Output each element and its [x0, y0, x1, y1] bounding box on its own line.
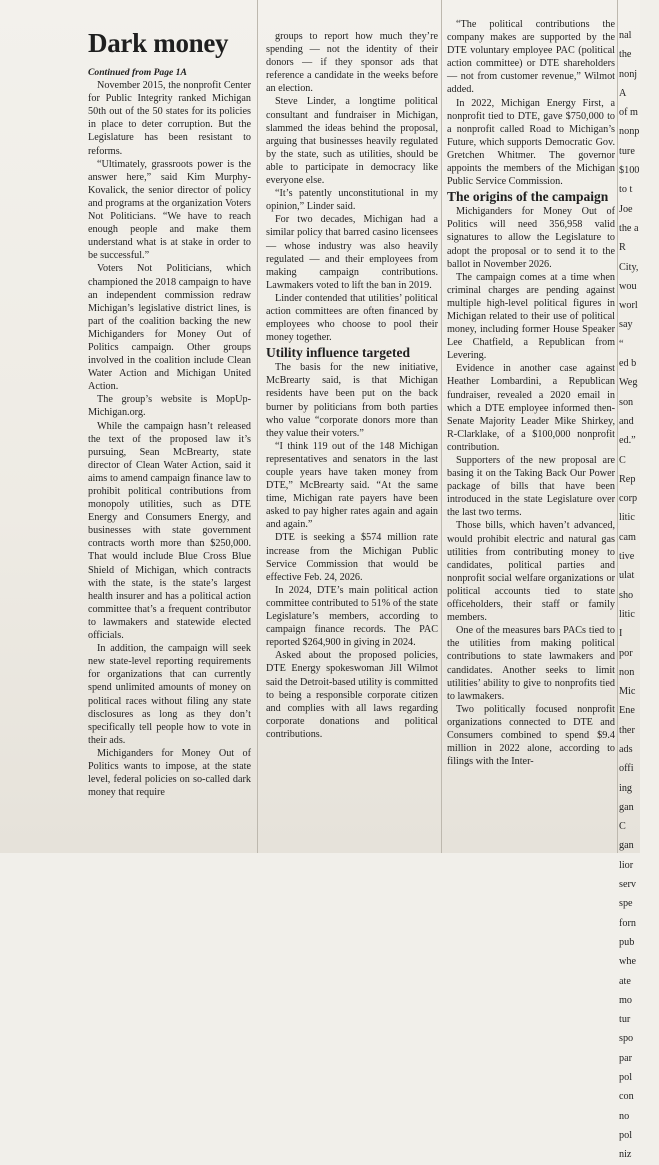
paragraph: serv: [619, 879, 636, 891]
paragraph: I: [619, 628, 623, 640]
paragraph: mo: [619, 994, 633, 1006]
paragraph: pub: [619, 936, 635, 948]
paragraph: “Ultimately, grassroots power is the answer here,” said Kim Murphy-Kovalick, the senior director of policy and programs at the organization Voters Not Politicians. “We have to reach enough people and make them understand what is at stake in order to be successful.”: [88, 158, 251, 262]
paragraph: son: [619, 396, 634, 408]
column-rule: [617, 0, 618, 853]
paragraph: C: [619, 454, 626, 466]
paragraph: gan: [619, 801, 634, 813]
column-1-body: [88, 79, 251, 799]
article-column-2: [266, 30, 438, 853]
paragraph: November 2015, the nonprofit Center for Public Integrity ranked Michigan 50th out of the 50 states for its policies in place to deter corruption. But the Legislature has been resistant to reforms.: [88, 80, 251, 157]
column-4-fragments: [619, 26, 659, 1165]
paragraph: In addition, the campaign will seek new state-level reporting requirements for organizations that can currently spend unlimited amounts of money on political races without filing any state disclosures as long as they don’t specifically tell people how to vote in their ads.: [88, 643, 251, 746]
paragraph: ing: [619, 782, 633, 794]
paragraph: whe: [619, 956, 636, 968]
paragraph: and: [619, 415, 634, 427]
paragraph: of m: [619, 107, 638, 119]
paragraph: Supporters of the new proposal are basing it on the Taking Back Our Power package of bills that have been introduced in the state Legislature over the last two terms.: [447, 455, 615, 519]
paragraph: Those bills, which haven’t advanced, would prohibit electric and natural gas utilities from contributing money to candidates, political parties and nonprofit social welfare organizations or political accounts tied to state officeholders, their staff or family members.: [447, 520, 615, 624]
paragraph: wou: [619, 280, 637, 292]
paragraph: groups to report how much they’re spending — not the identity of their donors — if they sponsor ads that reference a candidate in the weeks before an election.: [266, 31, 438, 95]
paragraph: City,: [619, 261, 639, 273]
paragraph: ulat: [619, 570, 635, 582]
paragraph: Michiganders for Money Out of Politics will need 356,958 valid signatures to allow the Legislature to adopt the proposal or to send it to the ballot in November 2026.: [447, 206, 615, 270]
paragraph: In 2024, DTE’s main political action committee contributed to 51% of the state Legislature’s members, according to campaign finance records. The PAC reported $264,900 in giving in 2024.: [266, 584, 438, 649]
paragraph: cam: [619, 531, 636, 543]
paragraph: DTE is seeking a $574 million rate increase from the Michigan Public Service Commission that would be effective Feb. 24, 2026.: [266, 532, 438, 583]
paragraph: Mic: [619, 686, 636, 698]
paragraph: say: [619, 319, 633, 331]
paragraph: Two politically focused nonprofit organizations connected to DTE and Consumers combined to spend $9.4 million in 2022 alone, according to filings with the Inter-: [447, 703, 615, 768]
jump-line: Continued from Page 1A: [88, 67, 187, 78]
paragraph: Joe: [619, 203, 633, 215]
paragraph: Evidence in another case against Heather Lombardini, a Republican fundraiser, revealed a 2020 email in which a DTE employee informed then-Senate Majority Leader Mike Shirkey, R-Clarklake, of a $100,000 nonprofit contribution.: [447, 363, 615, 453]
paragraph: nonj: [619, 68, 638, 80]
paragraph: Rep: [619, 473, 636, 485]
paragraph: spe: [619, 898, 633, 910]
paragraph: ther: [619, 724, 635, 736]
paragraph: sho: [619, 589, 634, 601]
paragraph: In 2022, Michigan Energy First, a nonprofit tied to DTE, gave $750,000 to a nonprofit called Road to Michigan’s Future, which supports Democratic Gov. Gretchen Whitmer. The governor appoints the members of the Michigan Public Service Commission.: [447, 97, 615, 188]
paragraph: pol: [619, 1129, 633, 1141]
column-3-body: [447, 18, 615, 188]
paragraph: por: [619, 647, 633, 659]
paragraph: A: [619, 87, 627, 99]
paragraph: $100: [619, 165, 640, 177]
paragraph: corp: [619, 493, 638, 505]
paragraph: “I think 119 out of the 148 Michigan representatives and senators in the last couple years have taken money from DTE,” McBrearty said. “At the same time, Michigan rate payers have been asked to pay higher rates again and again and again.”: [266, 440, 438, 531]
column-3-body-b: [447, 205, 615, 768]
paragraph: Voters Not Politicians, which championed the 2018 campaign to have an independent commission redraw Michigan’s legislative district lines, is part of the coalition backing the new Michiganders for Money Out of Politics campaign. Other groups involved in the coalition include Clean Water Action and Michigan United Action.: [88, 263, 251, 393]
paragraph: For two decades, Michigan had a similar policy that barred casino licensees — whose industry was also heavily regulated — and their employees from making campaign contributions. Lawmakers voted to lift the ban in 2019.: [266, 214, 438, 291]
paragraph: nal: [619, 30, 632, 41]
paragraph: tive: [619, 551, 635, 563]
paragraph: the: [619, 49, 632, 61]
paragraph: forn: [619, 917, 636, 929]
paragraph: R: [619, 242, 626, 254]
paragraph: par: [619, 1052, 633, 1064]
article-column-4-cut: [619, 26, 659, 1161]
paragraph: ed b: [619, 358, 637, 370]
paragraph: the a: [619, 222, 639, 234]
paragraph: C: [619, 821, 626, 833]
paragraph: offi: [619, 763, 634, 775]
column-rule: [441, 0, 442, 853]
paragraph: ed.”: [619, 435, 636, 447]
paragraph: ate: [619, 975, 631, 987]
paragraph: niz: [619, 1149, 632, 1161]
subhead-origins: The origins of the campaign: [447, 189, 609, 205]
column-rule: [257, 0, 258, 853]
paragraph: nonp: [619, 126, 640, 138]
paragraph: The campaign comes at a time when criminal charges are pending against multiple high-level political figures in Michigan related to their use of political money, including former House Speaker Lee Chatfield, a Republican from Levering.: [447, 271, 615, 362]
paragraph: Asked about the proposed policies, DTE Energy spokeswoman Jill Wilmot said the Detroit-based utility is committed to being a responsible corporate citizen and complies with all laws regarding corporate donations and political contributions.: [266, 650, 438, 740]
paragraph: Ene: [619, 705, 635, 717]
paragraph: Linder contended that utilities’ political action committees are often financed by employees who choose to pool their money together.: [266, 292, 438, 344]
paragraph: “It’s patently unconstitutional in my opinion,” Linder said.: [266, 188, 438, 213]
paragraph: no: [619, 1110, 630, 1122]
paragraph: gan: [619, 840, 634, 852]
paragraph: lior: [619, 859, 634, 871]
paragraph: “The political contributions the company makes are supported by the DTE voluntary employee PAC (political action committee) or DTE shareholders — not from customer revenue,” Wilmot added.: [447, 19, 615, 96]
paragraph: ture: [619, 145, 635, 157]
paragraph: The group’s website is MopUp-Michigan.org.: [88, 394, 251, 419]
subhead-utility: Utility influence targeted: [266, 345, 410, 361]
paragraph: ads: [619, 743, 633, 755]
column-2-body: [266, 30, 438, 344]
paragraph: pol: [619, 1072, 633, 1084]
paragraph: litic: [619, 512, 635, 524]
paragraph: Steve Linder, a longtime political consultant and fundraiser in Michigan, slammed the ideas behind the proposal, arguing that businesses heavily regulated by the state, such as utilities, should be able to participate in democracy like everyone else.: [266, 96, 438, 187]
article-column-3: [447, 18, 615, 853]
paragraph: to t: [619, 184, 633, 196]
headline: Dark money: [88, 28, 229, 58]
paragraph: The basis for the new initiative, McBrearty said, is that Michigan residents have been put on the back burner by politicians from both parties who value “corporate donors more than they value their voters.”: [266, 362, 438, 439]
column-2-body-b: [266, 361, 438, 741]
paragraph: While the campaign hasn’t released the text of the proposed law it’s pursuing, Sean McBrearty, state director of Clean Water Action, said it aims to amend campaign finance law to prohibit political contributions from monopoly utilities, such as DTE Energy and Consumers Energy, and businesses with state government contracts worth more than $250,000. That would include Blue Cross Blue Shield of Michigan, which contracts with the state, is the state’s largest health insurer and has a political action committee that’s a frequent contributor to lawmakers and statewide elected officials.: [88, 420, 251, 642]
paragraph: Weg: [619, 377, 638, 389]
paragraph: spo: [619, 1033, 634, 1045]
paragraph: One of the measures bars PACs tied to the utilities from making political contributions to state lawmakers and candidates. Another seeks to limit utilities’ ability to give to nonprofits tied to lawmakers.: [447, 625, 615, 702]
paragraph: tur: [619, 1014, 631, 1026]
article-column-1: [88, 28, 251, 853]
paragraph: non: [619, 666, 635, 678]
paragraph: Michiganders for Money Out of Politics wants to impose, at the state level, federal policies on so-called dark money that require: [88, 747, 251, 799]
paragraph: “: [619, 338, 624, 350]
paragraph: litic: [619, 608, 635, 620]
paragraph: con: [619, 1091, 634, 1103]
paragraph: worl: [619, 300, 638, 312]
